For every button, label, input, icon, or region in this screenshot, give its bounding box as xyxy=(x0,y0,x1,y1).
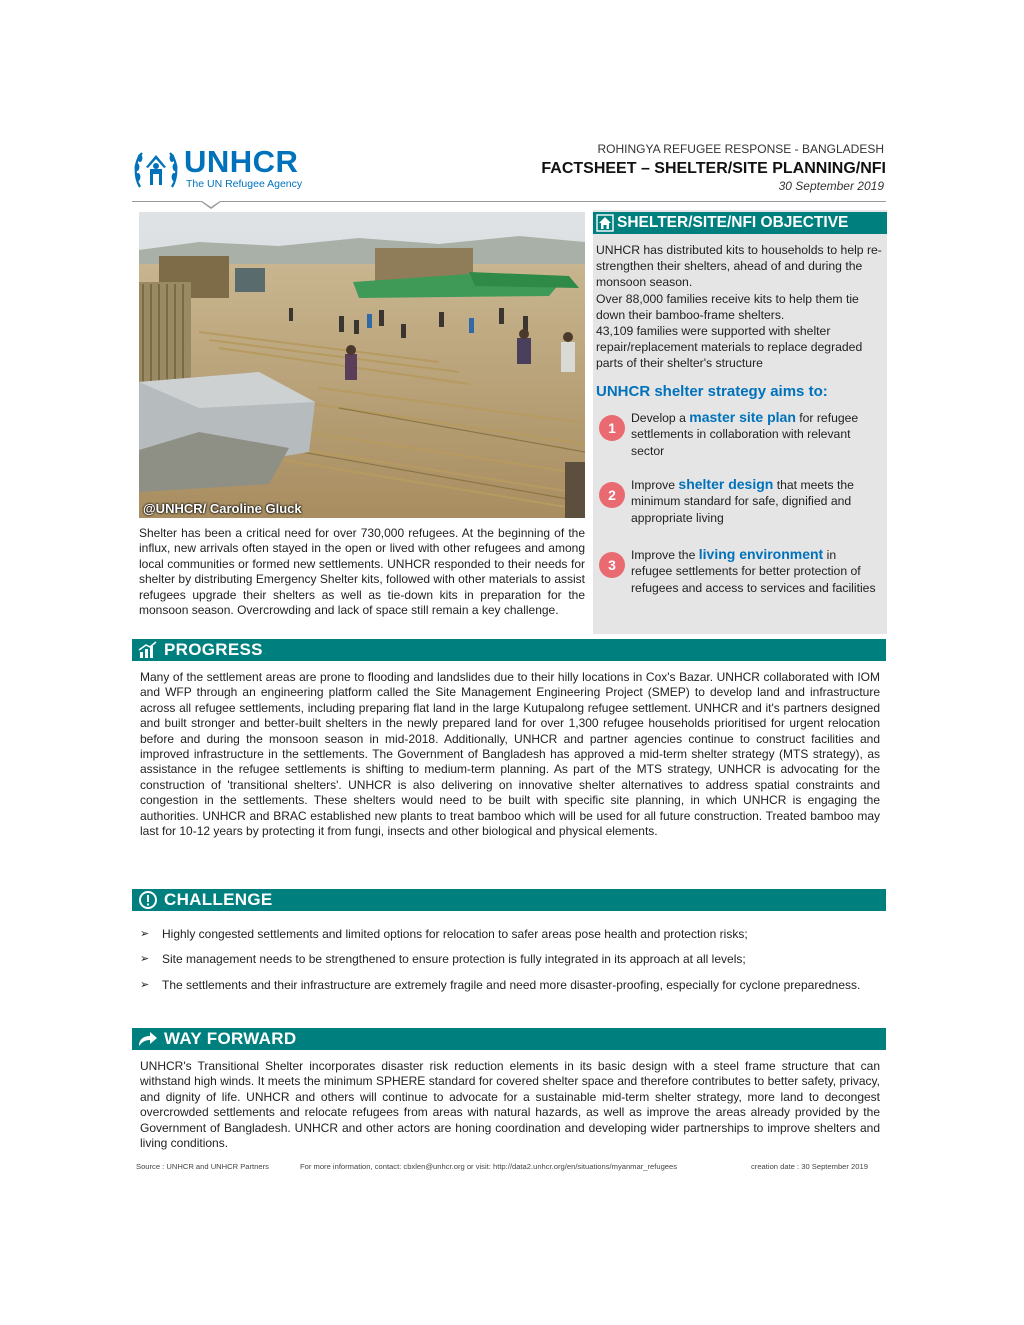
way-forward-paragraph: UNHCR's Transitional Shelter incorporates disaster risk reduction elements in its basic design with a steel frame structure that can withstand high winds. It meets the minimum SPHERE standard for covered shelter space and therefore contributes to better safety, privacy, and dignity of life. UNHCR and others will continue to advocate for a sustainable mid-term shelter strategy, more land to decongest overcrowded settlements and relocate refugees from areas with natural hazards, as well as improve the areas already provided by the Government of Bangladesh. UNHCR and other actors are honing coordination and developing wider partnerships to improve shelters and living conditions. xyxy=(140,1059,880,1151)
aim-number-badge: 1 xyxy=(599,415,625,441)
bullet-arrow-icon: ➢ xyxy=(140,978,150,991)
footer-creation-date: creation date : 30 September 2019 xyxy=(751,1162,868,1171)
warning-icon xyxy=(132,889,164,911)
aim-text: Develop a master site plan for refugee settlements in collaboration with relevant sector xyxy=(631,409,859,458)
objective-title-bar xyxy=(593,212,887,234)
header-date: 30 September 2019 xyxy=(778,179,884,193)
bullet-arrow-icon: ➢ xyxy=(140,953,150,966)
aim-text: Improve the living environment in refugee settlements for better protection of refugees and access to services and facilities xyxy=(631,546,876,595)
unhcr-logo xyxy=(132,145,312,195)
shelter-icon xyxy=(593,212,617,234)
aim-number-badge: 2 xyxy=(599,482,625,508)
header-divider-notch-inner xyxy=(202,201,220,207)
list-item: ➢ Highly congested settlements and limited options for relocation to safer areas pose health and protection risks; xyxy=(140,927,748,941)
photo-credit: @UNHCR/ Caroline Gluck xyxy=(143,501,302,516)
page-title: FACTSHEET – SHELTER/SITE PLANNING/NFI xyxy=(541,160,886,177)
header-divider xyxy=(132,201,886,202)
list-item: ➢ The settlements and their infrastructure are extremely fragile and need more disaster-proofing, especially for cyclone preparedness. xyxy=(140,977,861,992)
objective-line: UNHCR has distributed kits to households to help re-strengthen their shelters, ahead of and during the monsoon season. xyxy=(596,243,882,290)
objective-text xyxy=(596,242,886,372)
bullet-arrow-icon: ➢ xyxy=(140,928,150,940)
strategy-heading: UNHCR shelter strategy aims to: xyxy=(596,383,828,400)
objective-line: Over 88,000 families receive kits to help them tie down their bamboo-frame shelters. xyxy=(596,291,859,322)
list-item: ➢ Site management needs to be strengthened to ensure protection is fully integrated in its approach at all levels; xyxy=(140,952,746,967)
bamboo-market-illustration xyxy=(139,212,585,518)
logo-name: UNHCR xyxy=(184,144,299,179)
logo-tagline: The UN Refugee Agency xyxy=(186,178,303,190)
challenge-section-bar xyxy=(132,889,886,911)
progress-title: PROGRESS xyxy=(164,640,263,659)
progress-paragraph: Many of the settlement areas are prone to flooding and landslides due to their hilly locations in Cox's Bazar. UNHCR collaborated with IOM and WFP through an engineering platform called the Site Management Engineering Project (SMEP) to develop land and infrastructure across all refugee settlements, including preparing flat land in the large Kutupalong refugee settlement. UNHCR and it's partners designed and built stronger and better-built shelters in the newly prepared land for over 1,300 refugee households prioritised for urgent relocation before and during the monsoon season in mid-2018. Additionally, UNHCR and partner agencies continue to construct facilities and improved infrastructure in the settlements. The Government of Bangladesh has approved a mid-term shelter strategy (MTS strategy), as assistance in the refugee settlements is shifting to medium-term planning. As part of the MTS strategy, UNHCR is advocating for the construction of 'transitional shelters'. UNHCR is also delivering on innovative shelter alternatives to address spatial constraints and congestion in the settlements. These shelters would need to be built with specific site planning, in which UNHCR is engaging the authorities. UNHCR and BRAC established new plants to treat bamboo which will be used for all future construction. Treated bamboo may last for 10-12 years by protecting it from fungi, insects and other biological and physical elements. xyxy=(140,670,880,839)
aim-highlight: master site plan xyxy=(689,409,796,425)
challenge-title: CHALLENGE xyxy=(164,890,273,909)
way-forward-section-bar xyxy=(132,1028,886,1050)
objective-title: SHELTER/SITE/NFI OBJECTIVE xyxy=(617,214,849,231)
progress-section-bar xyxy=(132,639,886,661)
footer-contact: For more information, contact: cbxlen@unhcr.org or visit: http://data2.unhcr.org/en/situations/myanmar_refugees xyxy=(300,1162,678,1171)
forward-arrow-icon xyxy=(132,1028,164,1050)
aim-highlight: shelter design xyxy=(678,476,774,492)
challenge-list xyxy=(140,927,880,1003)
objective-line: 43,109 families were supported with shelter repair/replacement materials to replace degraded parts of their shelter's structure xyxy=(596,324,863,371)
aim-number-badge: 3 xyxy=(599,552,625,578)
header-kicker: ROHINGYA REFUGEE RESPONSE - BANGLADESH xyxy=(597,142,884,156)
way-forward-title: WAY FORWARD xyxy=(164,1029,297,1048)
unhcr-emblem-icon xyxy=(132,147,180,191)
hero-photo xyxy=(139,212,585,518)
aim-text: Improve shelter design that meets the minimum standard for safe, dignified and appropriate living xyxy=(631,476,854,525)
intro-paragraph: Shelter has been a critical need for over 730,000 refugees. At the beginning of the influx, new arrivals often stayed in the open or lived with other refugees and among local communities or formed new settlements. UNHCR responded to their needs for shelter by distributing Emergency Shelter kits, followed with other materials to assist refugees upgrade their shelters as well as tie-down kits in preparation for the monsoon season. Overcrowding and lack of space still remain a key challenge. xyxy=(139,526,585,618)
aim-highlight: living environment xyxy=(698,546,824,562)
progress-chart-icon xyxy=(132,639,164,661)
footer-source: Source : UNHCR and UNHCR Partners xyxy=(136,1162,269,1171)
